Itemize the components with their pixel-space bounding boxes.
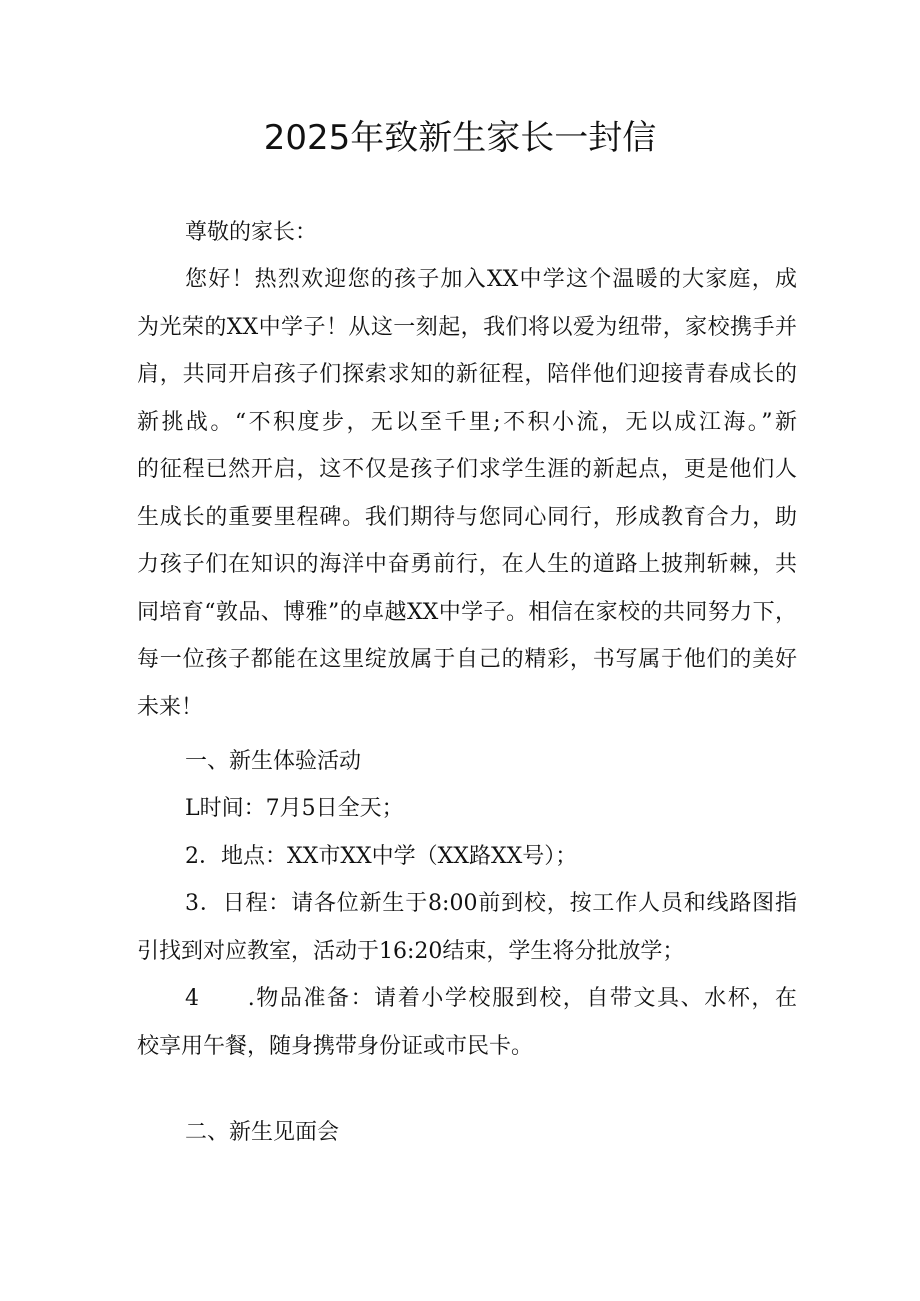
list-item: L时间：7月5日全天； [185,796,404,821]
section1-heading-block [137,738,797,786]
section2-heading: 二、新生见面会 [185,1120,340,1145]
intro-line: 新挑战。“不积度步，无以至千里;不积小流，无以成江海。”新 [137,409,797,435]
section2-heading-block [137,1109,797,1157]
list-item: 4 .物品准备：请着小学校服到校，自带文具、水杯，在 [185,986,797,1011]
list-item: 3．日程：请各位新生于8:00前到校，按工作人员和线路图指 [185,891,797,916]
intro-line: 未来！ [137,694,204,720]
list-item: 引找到对应教室，活动于16:20结束，学生将分批放学； [137,938,685,964]
document-title: 2025年致新生家长一封信 [263,118,657,158]
section1-heading: 一、新生体验活动 [185,749,362,774]
intro-line: 每一位孩子都能在这里绽放属于自己的精彩，书写属于他们的美好 [137,647,797,672]
intro-line: 的征程已然开启，这不仅是孩子们求学生涯的新起点，更是他们人 [137,457,797,482]
salutation-block [137,209,797,257]
intro-line: 生成长的重要里程碑。我们期待与您同心同行，形成教育合力，助 [137,504,797,530]
list-item: 2．地点：XX市XX中学（XX路XX号）； [185,843,578,869]
list-item: 校享用午餐，随身携带身份证或市民卡。 [137,1033,534,1059]
intro-line: 同培育“敦品、博雅”的卓越XX中学子。相信在家校的共同努力下， [137,599,797,625]
section1-items [137,785,797,1070]
intro-paragraph [137,256,797,731]
salutation: 尊敬的家长： [185,220,318,245]
intro-line: 力孩子们在知识的海洋中奋勇前行，在人生的道路上披荆斩棘，共 [137,552,797,577]
intro-line: 肩，共同开启孩子们探索求知的新征程，陪伴他们迎接青春成长的 [137,362,797,387]
intro-line: 您好！热烈欢迎您的孩子加入XX中学这个温暖的大家庭，成 [185,267,797,292]
intro-line: 为光荣的XX中学子！从这一刻起，我们将以爱为纽带，家校携手并 [137,314,797,340]
